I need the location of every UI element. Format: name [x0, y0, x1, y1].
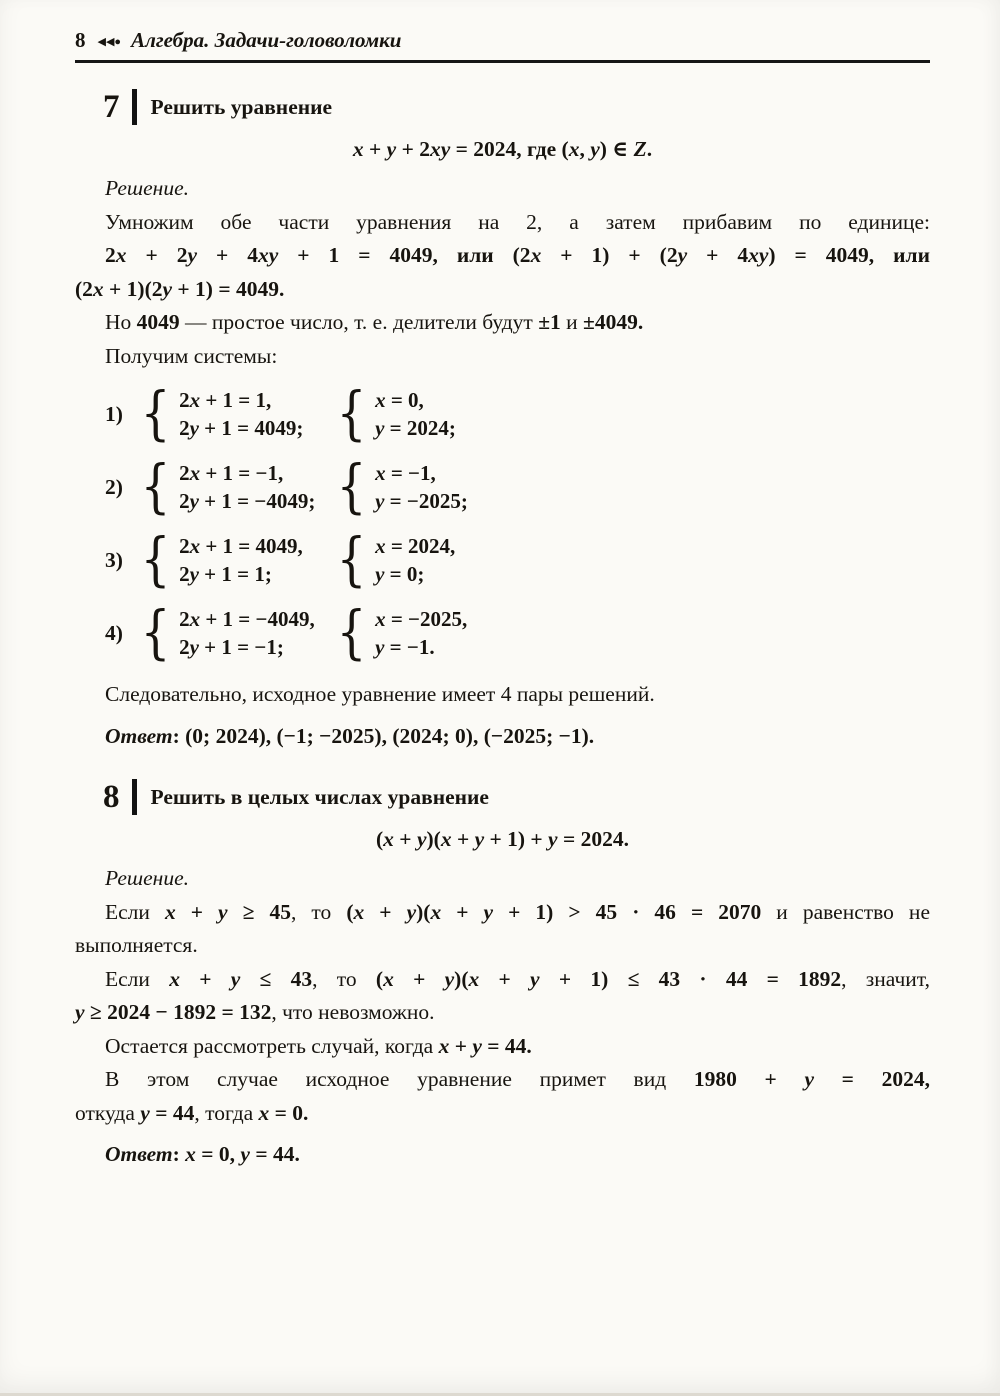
left-brace-icon: {	[336, 453, 367, 521]
system-label: 4)	[105, 620, 123, 645]
text-segment: Умножим обе части уравнения на 2, а затем прибавим по единице:	[105, 209, 930, 234]
solution-line	[75, 306, 930, 340]
text-segment: Если	[105, 899, 165, 924]
problem-7-solution-bottom	[75, 678, 930, 753]
system-equation: y = 0;	[375, 562, 425, 586]
text-segment: , то	[290, 899, 347, 924]
problem-7-title: Решить уравнение	[150, 94, 333, 119]
left-brace-icon: {	[336, 380, 367, 448]
answer-line	[75, 1138, 930, 1172]
problem-7-equation: x + y + 2xy = 2024, где (x, y) ∈ Z.	[352, 137, 653, 161]
system-equation: x = 0,	[375, 388, 424, 412]
system-group-right	[335, 599, 468, 667]
system-equation: 2x + 1 = −4049,	[179, 607, 315, 631]
solution-line	[75, 996, 930, 1030]
left-brace-icon: {	[140, 599, 171, 667]
text-segment: , что невозможно.	[271, 1000, 435, 1024]
problem-8-solution	[75, 862, 930, 1172]
text-segment: 1980 + y = 2024,	[693, 1067, 930, 1091]
text-segment: y = 44	[140, 1100, 195, 1125]
system-equation: 2x + 1 = 1,	[179, 388, 272, 412]
solution-line	[75, 1063, 930, 1097]
text-segment: ±1	[538, 310, 561, 334]
page-header	[75, 28, 930, 53]
text-segment: (0; 2024), (−1; −2025), (2024; 0), (−2025; −1).	[185, 723, 595, 748]
system-equations	[375, 386, 456, 442]
text-segment: и	[560, 310, 584, 334]
system-label: 2)	[105, 474, 123, 499]
system-label: 1)	[105, 401, 123, 426]
text-segment: Ответ	[105, 723, 173, 748]
system-row-4	[105, 599, 930, 667]
text-segment: Получим системы:	[105, 343, 278, 368]
problem-8-title: Решить в целых числах уравнение	[150, 784, 489, 809]
solution-line	[75, 239, 930, 273]
system-equation: 2y + 1 = 4049;	[179, 416, 304, 440]
system-group-left	[139, 599, 335, 667]
text-segment: :	[172, 723, 186, 748]
system-equation: 2x + 1 = −1,	[179, 461, 284, 485]
text-segment: , тогда	[194, 1100, 259, 1125]
header-rule	[75, 60, 930, 63]
system-equations	[179, 386, 303, 442]
system-equation: y = 2024;	[375, 416, 456, 440]
problem-8-heading	[103, 779, 930, 815]
text-segment: Решение.	[105, 176, 190, 200]
system-equation: x = −1,	[375, 461, 436, 485]
left-brace-icon: {	[336, 599, 367, 667]
text-segment: x + y ≥ 45	[164, 899, 291, 924]
text-segment: Если	[105, 966, 170, 991]
solution-line	[75, 678, 930, 712]
system-equation: 2x + 1 = 4049,	[179, 534, 303, 558]
system-equations	[375, 605, 467, 661]
left-brace-icon: {	[140, 453, 171, 521]
text-segment: и равенство не	[761, 899, 930, 924]
system-equation: 2y + 1 = −1;	[179, 635, 284, 659]
problem-8-section	[75, 779, 930, 1172]
text-segment: Ответ	[105, 1142, 173, 1166]
solution-line	[75, 1097, 930, 1131]
text-segment: 4049	[136, 310, 180, 334]
text-segment: В этом случае исходное уравнение примет вид	[105, 1067, 694, 1091]
text-segment: , значит,	[841, 966, 930, 991]
system-group-left	[139, 526, 335, 594]
system-equation: x = −2025,	[375, 607, 468, 631]
running-head-title: Алгебра. Задачи-головоломки	[131, 28, 402, 52]
problem-number-bar	[132, 779, 137, 815]
left-brace-icon: {	[140, 526, 171, 594]
solution-line	[75, 963, 930, 997]
system-equation: x = 2024,	[375, 534, 456, 558]
system-equation: 2y + 1 = −4049;	[179, 489, 316, 513]
text-segment: выполняется.	[75, 933, 198, 957]
text-segment: откуда	[75, 1100, 141, 1125]
system-equation: 2y + 1 = 1;	[179, 562, 272, 586]
solution-label	[75, 862, 930, 896]
system-row-3	[105, 526, 930, 594]
solution-line	[75, 896, 930, 930]
system-equations	[375, 459, 468, 515]
system-equation: y = −1.	[375, 635, 435, 659]
system-group-right	[335, 380, 456, 448]
text-segment: :	[172, 1142, 186, 1166]
problem-7-solution-top	[75, 172, 930, 373]
problem-7-heading	[103, 89, 930, 125]
system-equations	[375, 532, 455, 588]
triangles-dot-ornament-icon: ◀◀●	[97, 36, 122, 48]
text-segment: (x + y)(x + y + 1) > 45 · 46 = 2070	[346, 899, 762, 924]
system-group-right	[335, 526, 456, 594]
text-segment: Но	[105, 310, 137, 334]
problem-number-bar	[132, 89, 137, 125]
answer-line	[75, 720, 930, 754]
left-brace-icon: {	[336, 526, 367, 594]
text-segment: y ≥ 2024 − 1892 = 132	[75, 1000, 272, 1024]
text-segment: Остается рассмотреть случай, когда	[105, 1033, 439, 1058]
text-segment: 2x + 2y + 4xy + 1 = 4049, или (2x + 1) + (2y + 4xy) = 4049, или	[105, 243, 930, 267]
problem-7-number: 7	[103, 88, 120, 125]
solution-line	[75, 1030, 930, 1064]
left-brace-icon: {	[140, 380, 171, 448]
text-segment: Следовательно, исходное уравнение имеет 4 пары решений.	[105, 682, 655, 706]
text-segment: ±4049.	[583, 310, 644, 334]
solution-line	[75, 929, 930, 963]
problem-7-section	[75, 89, 930, 753]
text-segment: x = 0.	[258, 1100, 309, 1125]
system-label: 3)	[105, 547, 123, 572]
text-segment: , то	[312, 966, 376, 991]
system-row-2	[105, 453, 930, 521]
solution-line	[75, 273, 930, 307]
text-segment: (2x + 1)(2y + 1) = 4049.	[75, 276, 285, 301]
page-number: 8	[75, 28, 86, 52]
system-equation: y = −2025;	[375, 489, 468, 513]
system-group-left	[139, 453, 335, 521]
solution-line	[75, 206, 930, 240]
text-segment: x = 0, y = 44.	[185, 1142, 300, 1166]
text-segment: x + y = 44.	[438, 1033, 532, 1058]
solution-label	[75, 172, 930, 206]
system-equations	[179, 605, 315, 661]
text-segment: Решение.	[105, 866, 190, 890]
system-group-right	[335, 453, 468, 521]
text-segment: (x + y)(x + y + 1) ≤ 43 · 44 = 1892	[375, 966, 842, 991]
solution-line	[75, 340, 930, 374]
text-segment: x + y ≤ 43	[169, 966, 313, 991]
problem-8-number: 8	[103, 778, 120, 815]
system-group-left	[139, 380, 335, 448]
text-segment: — простое число, т. е. делители будут	[179, 310, 539, 334]
problem-8-equation: (x + y)(x + y + 1) + y = 2024.	[376, 827, 629, 851]
system-row-1	[105, 380, 930, 448]
problem-7-systems	[105, 380, 930, 667]
system-equations	[179, 459, 315, 515]
system-equations	[179, 532, 303, 588]
